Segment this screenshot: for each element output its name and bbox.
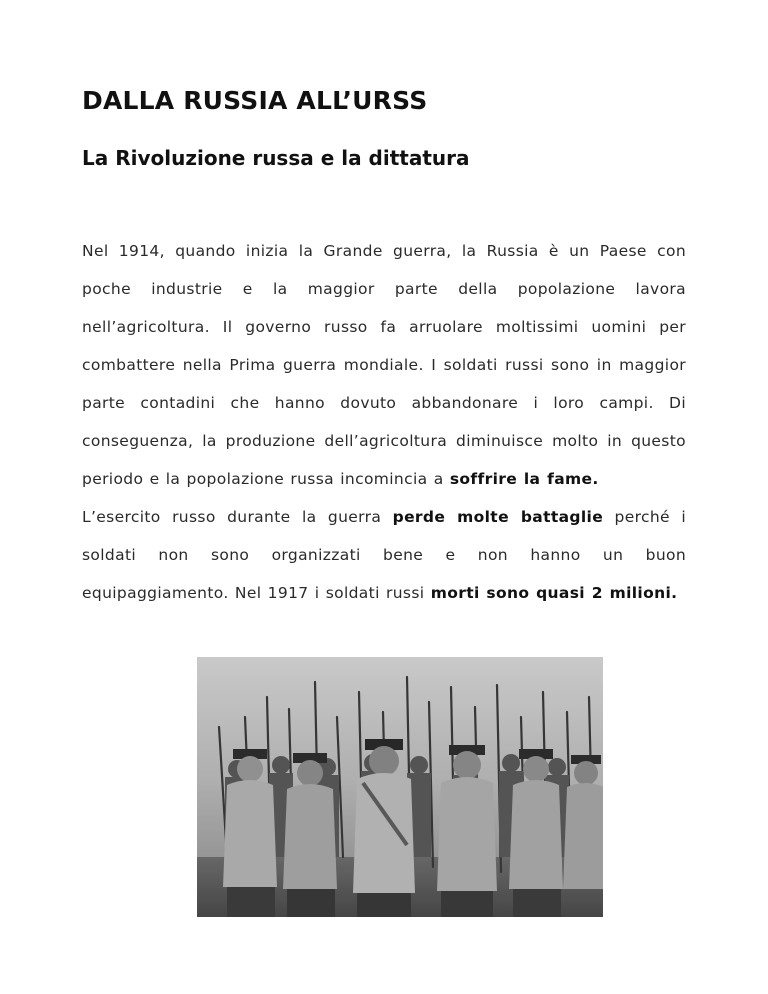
paragraph-1 [82,232,686,498]
paragraph-2-text-b: perché i soldati non sono organizzati bene e non hanno un buon equipaggiamento. Nel 1917 i soldati russi [82,508,686,602]
document-title: DALLA RUSSIA ALL’URSS [82,86,428,115]
photograph-soldiers-icon [197,657,603,917]
paragraph-1-bold: soffrire la fame. [449,470,599,488]
body-text [82,232,686,612]
paragraph-1-text: Nel 1914, quando inizia la Grande guerra, la Russia è un Paese con poche industrie e la maggior parte della popolazione lavora nell’agricoltura. Il governo russo fa arruolare moltissimi uomini per combattere nella Prima guerra mondiale. I soldati russi sono in maggior parte contadini che hanno dovuto abbandonare i loro campi. Di conseguenza, la produzione dell’agricoltura diminuisce molto in questo periodo e la popolazione russa incomincia a [82,242,686,488]
paragraph-2-text-a: L’esercito russo durante la guerra [82,508,393,526]
section-subtitle: La Rivoluzione russa e la dittatura [82,146,470,170]
soldiers-photo [197,657,603,917]
paragraph-2 [82,498,686,612]
paragraph-2-bold-a: perde molte battaglie [392,508,604,526]
paragraph-2-bold-b: morti sono quasi 2 milioni. [430,584,678,602]
